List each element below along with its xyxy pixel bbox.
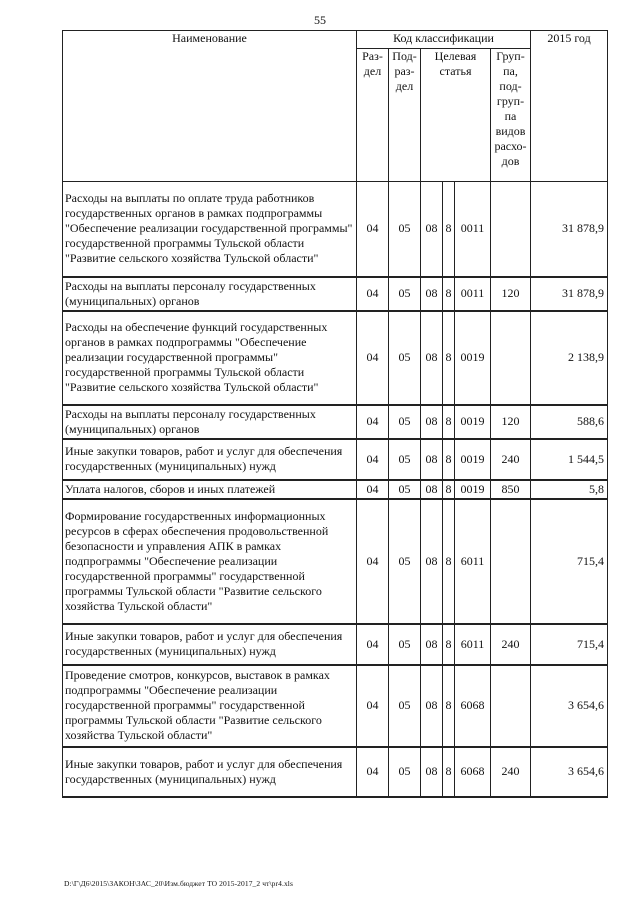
row-amount: 1 544,5 [531, 439, 608, 480]
row-name: Расходы на выплаты персоналу государственных (муниципальных) органов [63, 277, 357, 311]
row-podrazdel: 05 [389, 499, 421, 624]
row-target-part1: 08 [421, 499, 443, 624]
row-target-part3: 6011 [455, 499, 491, 624]
row-expense-type: 120 [491, 405, 531, 439]
row-target-part2: 8 [443, 624, 455, 665]
row-target-part1: 08 [421, 439, 443, 480]
row-amount: 2 138,9 [531, 311, 608, 405]
row-razdel: 04 [357, 311, 389, 405]
row-target-part3: 6068 [455, 665, 491, 747]
row-podrazdel: 05 [389, 277, 421, 311]
header-classification: Код классификации [357, 31, 531, 49]
table-row [63, 747, 608, 797]
row-razdel: 04 [357, 665, 389, 747]
table-row [63, 439, 608, 480]
row-amount: 715,4 [531, 499, 608, 624]
row-amount: 31 878,9 [531, 277, 608, 311]
row-target-part3: 0019 [455, 405, 491, 439]
row-razdel: 04 [357, 624, 389, 665]
row-target-part3: 0019 [455, 311, 491, 405]
header-name: Наименование [63, 31, 357, 182]
row-name: Уплата налогов, сборов и иных платежей [63, 480, 357, 499]
row-podrazdel: 05 [389, 747, 421, 797]
row-target-part2: 8 [443, 405, 455, 439]
row-expense-type: 850 [491, 480, 531, 499]
row-razdel: 04 [357, 277, 389, 311]
row-podrazdel: 05 [389, 439, 421, 480]
row-podrazdel: 05 [389, 311, 421, 405]
row-razdel: 04 [357, 182, 389, 277]
header-target: Целевая статья [421, 49, 491, 182]
table-row [63, 405, 608, 439]
row-target-part2: 8 [443, 182, 455, 277]
row-podrazdel: 05 [389, 624, 421, 665]
row-podrazdel: 05 [389, 405, 421, 439]
row-target-part2: 8 [443, 499, 455, 624]
row-razdel: 04 [357, 499, 389, 624]
row-target-part1: 08 [421, 182, 443, 277]
row-target-part2: 8 [443, 480, 455, 499]
header-razdel: Раз- дел [357, 49, 389, 182]
row-amount: 3 654,6 [531, 747, 608, 797]
row-name: Формирование государственных информационных ресурсов в сферах обеспечения продовольственной безопасности и управления АПК в рамках подпрограммы "Обеспечение реализации государственной программы" государственной программы Тульской области "Развитие сельского хозяйства Тульской области" [63, 499, 357, 624]
row-target-part3: 0019 [455, 439, 491, 480]
row-name: Иные закупки товаров, работ и услуг для обеспечения государственных (муниципальных) нужд [63, 624, 357, 665]
table-row [63, 480, 608, 499]
row-podrazdel: 05 [389, 182, 421, 277]
row-name: Иные закупки товаров, работ и услуг для обеспечения государственных (муниципальных) нужд [63, 747, 357, 797]
row-amount: 31 878,9 [531, 182, 608, 277]
row-target-part2: 8 [443, 747, 455, 797]
row-target-part3: 0011 [455, 277, 491, 311]
row-target-part3: 6011 [455, 624, 491, 665]
row-expense-type [491, 182, 531, 277]
row-target-part2: 8 [443, 665, 455, 747]
row-target-part1: 08 [421, 624, 443, 665]
table-row [63, 277, 608, 311]
row-expense-type [491, 665, 531, 747]
table-row [63, 665, 608, 747]
row-name: Расходы на обеспечение функций государственных органов в рамках подпрограммы "Обеспечение реализации государственной программы" государственной программы Тульской области "Развитие сельского хозяйства Тульской области" [63, 311, 357, 405]
row-razdel: 04 [357, 480, 389, 499]
row-podrazdel: 05 [389, 480, 421, 499]
page-number: 55 [314, 13, 326, 27]
row-target-part3: 0011 [455, 182, 491, 277]
row-expense-type: 240 [491, 624, 531, 665]
row-podrazdel: 05 [389, 665, 421, 747]
row-amount: 715,4 [531, 624, 608, 665]
row-amount: 5,8 [531, 480, 608, 499]
header-group: Груп- па, под- груп- па видов расхо- дов [491, 49, 531, 182]
file-path-footer: D:\Г\Д6\2015\ЗАКОН\ЗАС_20\Изм.бюджет ТО 2015-2017_2 чт\pr4.xls [64, 879, 293, 888]
row-target-part1: 08 [421, 665, 443, 747]
row-target-part2: 8 [443, 277, 455, 311]
row-target-part2: 8 [443, 311, 455, 405]
header-year: 2015 год [531, 31, 608, 182]
row-amount: 3 654,6 [531, 665, 608, 747]
table-row [63, 182, 608, 277]
row-expense-type [491, 499, 531, 624]
table-row [63, 311, 608, 405]
row-name: Расходы на выплаты персоналу государственных (муниципальных) органов [63, 405, 357, 439]
row-razdel: 04 [357, 439, 389, 480]
table-row [63, 499, 608, 624]
table-row [63, 624, 608, 665]
header-podrazdel: Под- раз- дел [389, 49, 421, 182]
row-expense-type: 240 [491, 439, 531, 480]
row-razdel: 04 [357, 405, 389, 439]
budget-table [62, 30, 608, 798]
row-expense-type [491, 311, 531, 405]
row-razdel: 04 [357, 747, 389, 797]
row-amount: 588,6 [531, 405, 608, 439]
row-target-part3: 6068 [455, 747, 491, 797]
row-expense-type: 240 [491, 747, 531, 797]
row-name: Иные закупки товаров, работ и услуг для обеспечения государственных (муниципальных) нужд [63, 439, 357, 480]
row-target-part3: 0019 [455, 480, 491, 499]
row-target-part1: 08 [421, 405, 443, 439]
row-target-part1: 08 [421, 480, 443, 499]
row-target-part1: 08 [421, 747, 443, 797]
row-name: Проведение смотров, конкурсов, выставок в рамках подпрограммы "Обеспечение реализации государственной программы" государственной программы Тульской области "Развитие сельского хозяйства Тульской области" [63, 665, 357, 747]
row-expense-type: 120 [491, 277, 531, 311]
row-target-part2: 8 [443, 439, 455, 480]
row-target-part1: 08 [421, 277, 443, 311]
row-target-part1: 08 [421, 311, 443, 405]
row-name: Расходы на выплаты по оплате труда работников государственных органов в рамках подпрограммы "Обеспечение реализации государственной программы" государственной программы Тульской области "Развитие сельского хозяйства Тульской области" [63, 182, 357, 277]
